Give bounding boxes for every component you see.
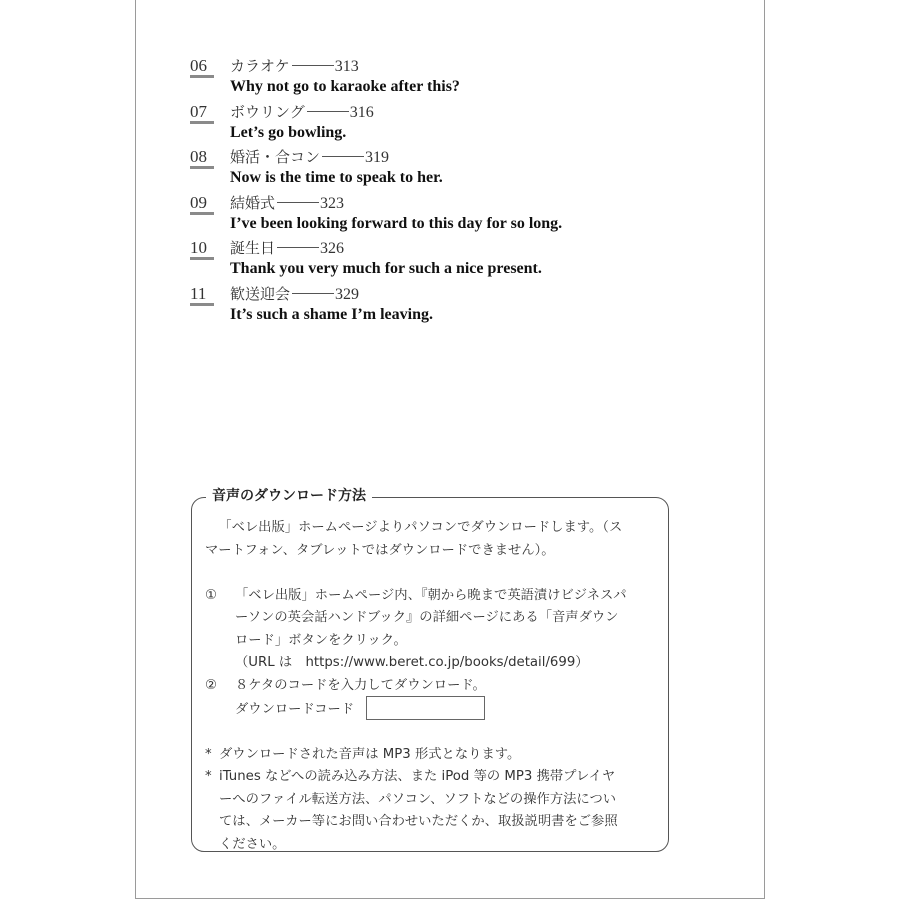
note-2-line-1: iTunes などへの読み込み方法、また iPod 等の MP3 携帯プレイヤ xyxy=(219,769,616,784)
step-2-marker: ② xyxy=(205,677,217,693)
chapter-number: 09 xyxy=(190,194,214,215)
chapter-number: 06 xyxy=(190,57,214,78)
chapter-title-en: Let’s go bowling. xyxy=(230,123,347,141)
chapter-number: 08 xyxy=(190,148,214,169)
step-1-url: （URL は https://www.beret.co.jp/books/detail/699） xyxy=(235,655,589,670)
download-instructions xyxy=(205,517,665,856)
chapter-title-jp: 結婚式 323 xyxy=(230,193,345,212)
note-1-text: ダウンロードされた音声は MP3 形式となります。 xyxy=(219,746,521,762)
note-2-line-3: ては、メーカー等にお問い合わせいただくか、取扱説明書をご参照 xyxy=(219,814,618,829)
step-2 xyxy=(205,675,665,698)
chapter-title-en: It’s such a shame I’m leaving. xyxy=(230,305,433,323)
page-number: 319 xyxy=(365,149,390,166)
toc-entry-09[interactable] xyxy=(190,192,750,238)
note-2-line-2: ーへのファイル転送方法、パソコン、ソフトなどの操作方法につい xyxy=(219,791,617,807)
chapter-title-jp: 歓送迎会 329 xyxy=(230,284,360,303)
download-box-title: 音声のダウンロード方法 xyxy=(206,486,372,506)
intro-line-2: マートフォン、タブレットではダウンロードできません）。 xyxy=(205,542,555,558)
chapter-number: 10 xyxy=(190,239,214,260)
note-1 xyxy=(205,744,665,767)
download-code-row xyxy=(205,697,665,721)
note-2-line-4: ください。 xyxy=(219,836,286,852)
page-number: 323 xyxy=(320,194,345,212)
page-number: 316 xyxy=(349,103,374,121)
page-number: 326 xyxy=(320,240,345,257)
note-2 xyxy=(205,766,665,856)
step-1-line-2: ーソンの英会話ハンドブック』の詳細ページにある「音声ダウン xyxy=(235,610,619,625)
chapter-title-jp: カラオケ 313 xyxy=(230,57,359,75)
chapter-title-en: I’ve been looking forward to this day for so long. xyxy=(230,214,563,232)
toc-entry-11[interactable] xyxy=(190,283,750,329)
chapter-title-en: Why not go to karaoke after this? xyxy=(230,78,460,95)
chapter-number: 07 xyxy=(190,103,214,124)
chapter-title-jp: ボウリング 316 xyxy=(230,102,374,121)
page-number: 313 xyxy=(334,58,359,75)
toc-entry-08[interactable] xyxy=(190,146,750,192)
intro-line-1: 「ベレ出版」ホームページよりパソコンでダウンロードします。（ス xyxy=(218,520,623,535)
step-1-marker: ① xyxy=(205,587,217,603)
chapter-title-jp: 誕生日 326 xyxy=(230,239,345,257)
page-number: 329 xyxy=(335,285,360,303)
download-code-label: ダウンロードコード xyxy=(235,702,355,717)
step-1-line-1: 「ベレ出版」ホームページ内、『朝から晩まで英語漬けビジネスパ xyxy=(235,587,627,603)
chapter-title-en: Thank you very much for such a nice present. xyxy=(230,260,542,277)
chapter-title-en: Now is the time to speak to her. xyxy=(230,169,443,186)
note-1-star: * xyxy=(205,746,212,762)
chapter-number: 11 xyxy=(190,285,214,306)
step-1 xyxy=(205,585,665,675)
table-of-contents xyxy=(190,55,750,328)
download-code-field[interactable] xyxy=(366,696,485,720)
step-2-line-1: ８ケタのコードを入力してダウンロード。 xyxy=(235,677,486,693)
toc-entry-07[interactable] xyxy=(190,101,750,147)
chapter-title-jp: 婚活・合コン 319 xyxy=(230,148,390,166)
step-1-line-3: ロード」ボタンをクリック。 xyxy=(235,632,407,648)
toc-entry-10[interactable] xyxy=(190,237,750,283)
toc-entry-06[interactable] xyxy=(190,55,750,101)
note-2-star: * xyxy=(205,769,212,784)
